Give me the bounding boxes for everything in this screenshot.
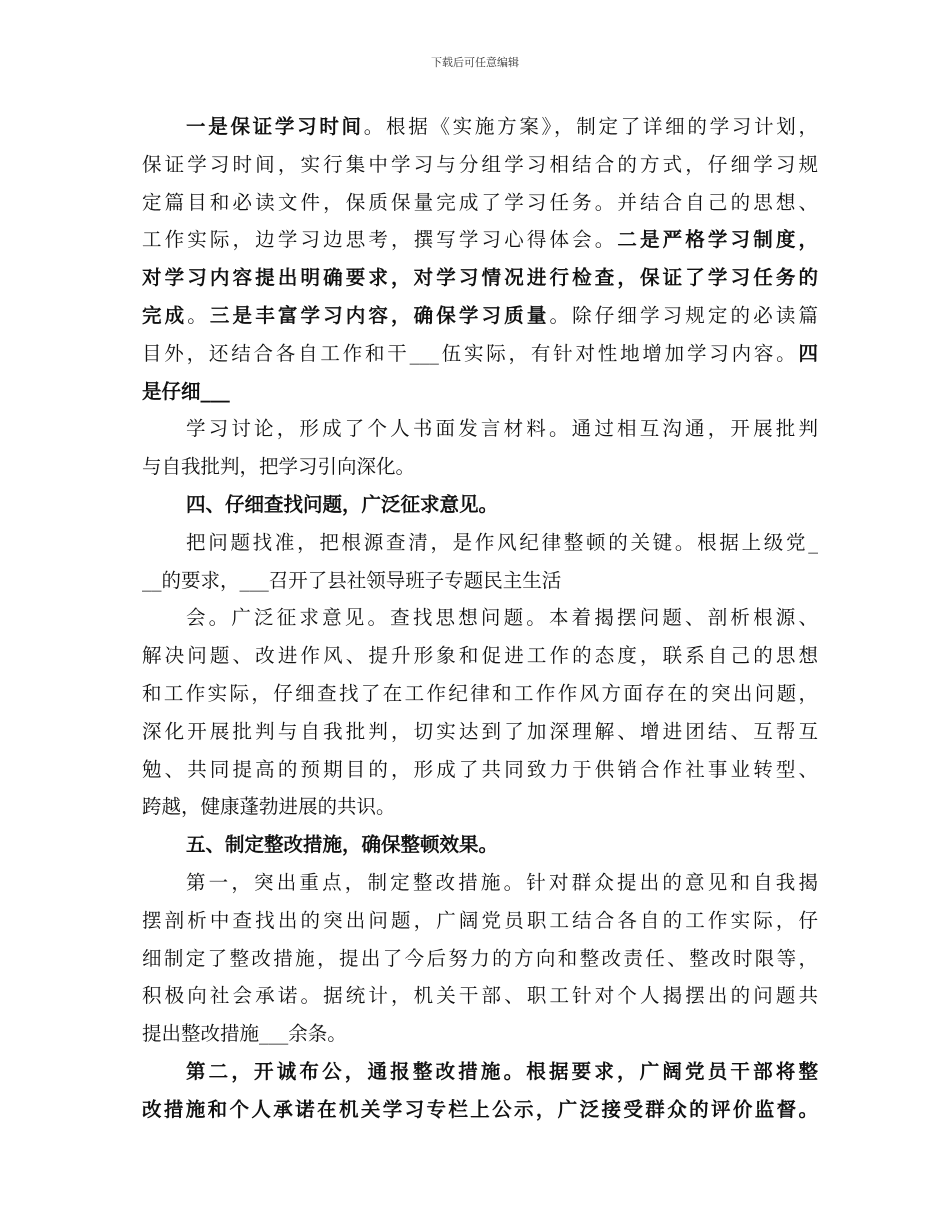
paragraph-line: 把问题找准，把根源查清，是作风纪律整顿的关键。根据上级党_ bbox=[186, 530, 818, 554]
paragraph-line: 与自我批判，把学习引向深化。 bbox=[142, 455, 416, 479]
bold-phrase: 三是丰富学习内容，确保学习质量 bbox=[209, 303, 550, 327]
paragraph-line: 积极向社会承诺。据统计，机关干部、职工针对个人揭摆出的问题共 bbox=[142, 984, 818, 1008]
paragraph-line: 学习讨论，形成了个人书面发言材料。通过相互沟通，开展批判 bbox=[186, 417, 818, 441]
paragraph-line: 保证学习时间，实行集中学习与分组学习相结合的方式，仔细学习规 bbox=[142, 152, 818, 176]
paragraph-line bbox=[142, 108, 818, 146]
section-heading: 四、仔细查找问题，广泛征求意见。 bbox=[186, 492, 499, 516]
text-run: 。除仔细学习规定的必读篇 bbox=[549, 303, 818, 327]
paragraph-line: 对学习内容提出明确要求，对学习情况进行检查，保证了学习任务的 bbox=[142, 266, 818, 290]
text-run: 。 bbox=[187, 303, 210, 327]
paragraph-line: 提出整改措施___余条。 bbox=[142, 1022, 347, 1046]
text-run: 目外，还结合各自工作和干___伍实际，有针对性地增加学习内容。 bbox=[142, 341, 799, 365]
paragraph-line: 深化开展批判与自我批判，切实达到了加深理解、增进团结、互帮互 bbox=[142, 719, 818, 743]
paragraph-line: 改措施和个人承诺在机关学习专栏上公示，广泛接受群众的评价监督。 bbox=[142, 1097, 818, 1121]
paragraph-line: 跨越，健康蓬勃进展的共识。 bbox=[142, 795, 396, 819]
paragraph-line: 定篇目和必读文件，保质保量完成了学习任务。并结合自己的思想、 bbox=[142, 190, 818, 214]
paragraph-line bbox=[142, 335, 818, 373]
paragraph-line: 勉、共同提高的预期目的，形成了共同致力于供销合作社事业转型、 bbox=[142, 757, 818, 781]
paragraph-line: 第二，开诚布公，通报整改措施。根据要求，广阔党员干部将整 bbox=[186, 1059, 818, 1083]
bold-phrase: 二是严格学习制度， bbox=[617, 228, 818, 252]
paragraph-line: 解决问题、改进作风、提升形象和促进工作的态度，联系自己的思想 bbox=[142, 644, 818, 668]
paragraph-line: 会。广泛征求意见。查找思想问题。本着揭摆问题、剖析根源、 bbox=[186, 606, 818, 630]
bold-phrase: 一是保证学习时间 bbox=[186, 115, 364, 138]
section-heading: 五、制定整改措施，确保整顿效果。 bbox=[186, 833, 499, 857]
paragraph-line: 第一，突出重点，制定整改措施。针对群众提出的意见和自我揭 bbox=[186, 870, 818, 894]
paragraph-line: 是仔细___ bbox=[142, 379, 230, 403]
paragraph-line: 摆剖析中查找出的突出问题，广阔党员职工结合各自的工作实际，仔 bbox=[142, 908, 818, 932]
paragraph-line: __的要求，___召开了县社领导班子专题民主生活 bbox=[142, 568, 562, 592]
bold-phrase: 四 bbox=[798, 341, 818, 365]
body-text bbox=[142, 108, 818, 1129]
paragraph-line bbox=[142, 221, 818, 259]
text-run: 。根据《实施方案》，制定了详细的学习计划， bbox=[363, 115, 818, 138]
paragraph-line: 和工作实际，仔细查找了在工作纪律和工作作风方面存在的突出问题， bbox=[142, 681, 818, 705]
paragraph-line bbox=[142, 297, 818, 335]
paragraph-line: 细制定了整改措施，提出了今后努力的方向和整改责任、整改时限等， bbox=[142, 946, 818, 970]
bold-phrase: 完成 bbox=[142, 303, 188, 327]
page-header: 下载后可任意编辑 bbox=[431, 56, 519, 69]
text-run: 工作实际，边学习边思考，撰写学习心得体会。 bbox=[142, 228, 618, 252]
